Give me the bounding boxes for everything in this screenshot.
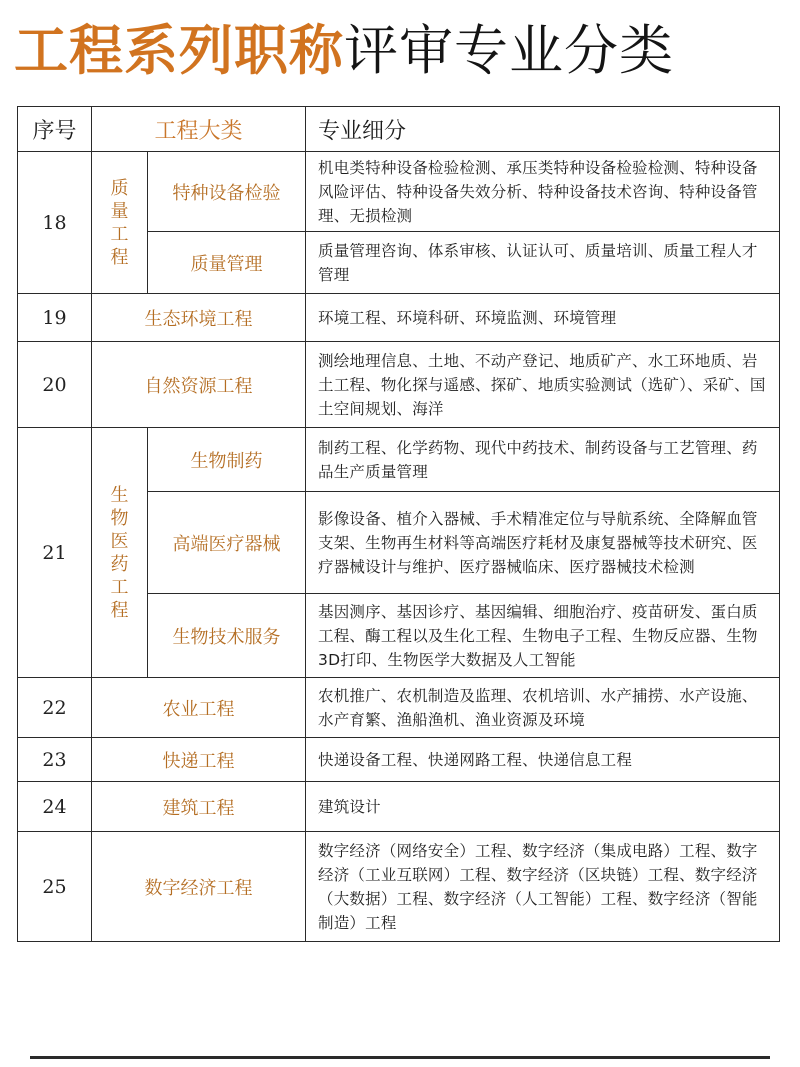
category-name: 生态环境工程	[92, 294, 306, 342]
subcategory-detail: 质量管理咨询、体系审核、认证认可、质量培训、质量工程人才管理	[306, 232, 780, 294]
table-row-19	[18, 294, 780, 342]
header-category: 工程大类	[92, 107, 306, 152]
title-black-part: 评审专业分类	[344, 19, 674, 82]
group-quality-engineering: 质 量 工 程	[92, 152, 148, 294]
category-detail: 快递设备工程、快递网路工程、快递信息工程	[306, 738, 780, 782]
subcategory-name: 高端医疗器械	[148, 492, 306, 594]
category-name: 建筑工程	[92, 782, 306, 832]
table-row-23	[18, 738, 780, 782]
subcategory-name: 质量管理	[148, 232, 306, 294]
row-number: 19	[18, 294, 92, 342]
subcategory-name: 生物技术服务	[148, 594, 306, 678]
category-detail: 测绘地理信息、土地、不动产登记、地质矿产、水工环地质、岩土工程、物化探与遥感、探矿、地质实验测试（选矿）、采矿、国土空间规划、海洋	[306, 342, 780, 428]
category-name: 数字经济工程	[92, 832, 306, 942]
category-name: 快递工程	[92, 738, 306, 782]
subcategory-detail: 制药工程、化学药物、现代中药技术、制药设备与工艺管理、药品生产质量管理	[306, 428, 780, 492]
subcategory-detail: 机电类特种设备检验检测、承压类特种设备检验检测、特种设备风险评估、特种设备失效分析、特种设备技术咨询、特种设备管理、无损检测	[306, 152, 780, 232]
table-row-24	[18, 782, 780, 832]
row-number: 23	[18, 738, 92, 782]
category-detail: 农机推广、农机制造及监理、农机培训、水产捕捞、水产设施、水产育繁、渔船渔机、渔业资源及环境	[306, 678, 780, 738]
header-detail: 专业细分	[306, 107, 780, 152]
row-number: 25	[18, 832, 92, 942]
category-name: 自然资源工程	[92, 342, 306, 428]
table-row-22	[18, 678, 780, 738]
table-header-row	[18, 107, 780, 152]
row-number: 20	[18, 342, 92, 428]
group-biomedical-engineering: 生 物 医 药 工 程	[92, 428, 148, 678]
table-row-18a	[18, 152, 780, 232]
category-detail: 环境工程、环境科研、环境监测、环境管理	[306, 294, 780, 342]
row-number: 24	[18, 782, 92, 832]
table-row-21a	[18, 428, 780, 492]
page-title	[14, 12, 794, 90]
subcategory-name: 生物制药	[148, 428, 306, 492]
title-orange-part: 工程系列职称	[14, 19, 344, 82]
subcategory-detail: 基因测序、基因诊疗、基因编辑、细胞治疗、疫苗研发、蛋白质工程、酶工程以及生化工程、生物电子工程、生物反应器、生物3D打印、生物医学大数据及人工智能	[306, 594, 780, 678]
row-number: 21	[18, 428, 92, 678]
category-detail: 建筑设计	[306, 782, 780, 832]
classification-table	[17, 106, 780, 942]
row-number: 22	[18, 678, 92, 738]
category-name: 农业工程	[92, 678, 306, 738]
subcategory-name: 特种设备检验	[148, 152, 306, 232]
category-detail: 数字经济（网络安全）工程、数字经济（集成电路）工程、数字经济（工业互联网）工程、数字经济（区块链）工程、数字经济（大数据）工程、数字经济（人工智能）工程、数字经济（智能制造）工程	[306, 832, 780, 942]
subcategory-detail: 影像设备、植介入器械、手术精准定位与导航系统、全降解血管支架、生物再生材料等高端医疗耗材及康复器械等技术研究、医疗器械设计与维护、医疗器械临床、医疗器械技术检测	[306, 492, 780, 594]
bottom-divider	[30, 1056, 770, 1059]
table-row-25	[18, 832, 780, 942]
header-no: 序号	[18, 107, 92, 152]
row-number: 18	[18, 152, 92, 294]
table-row-20	[18, 342, 780, 428]
